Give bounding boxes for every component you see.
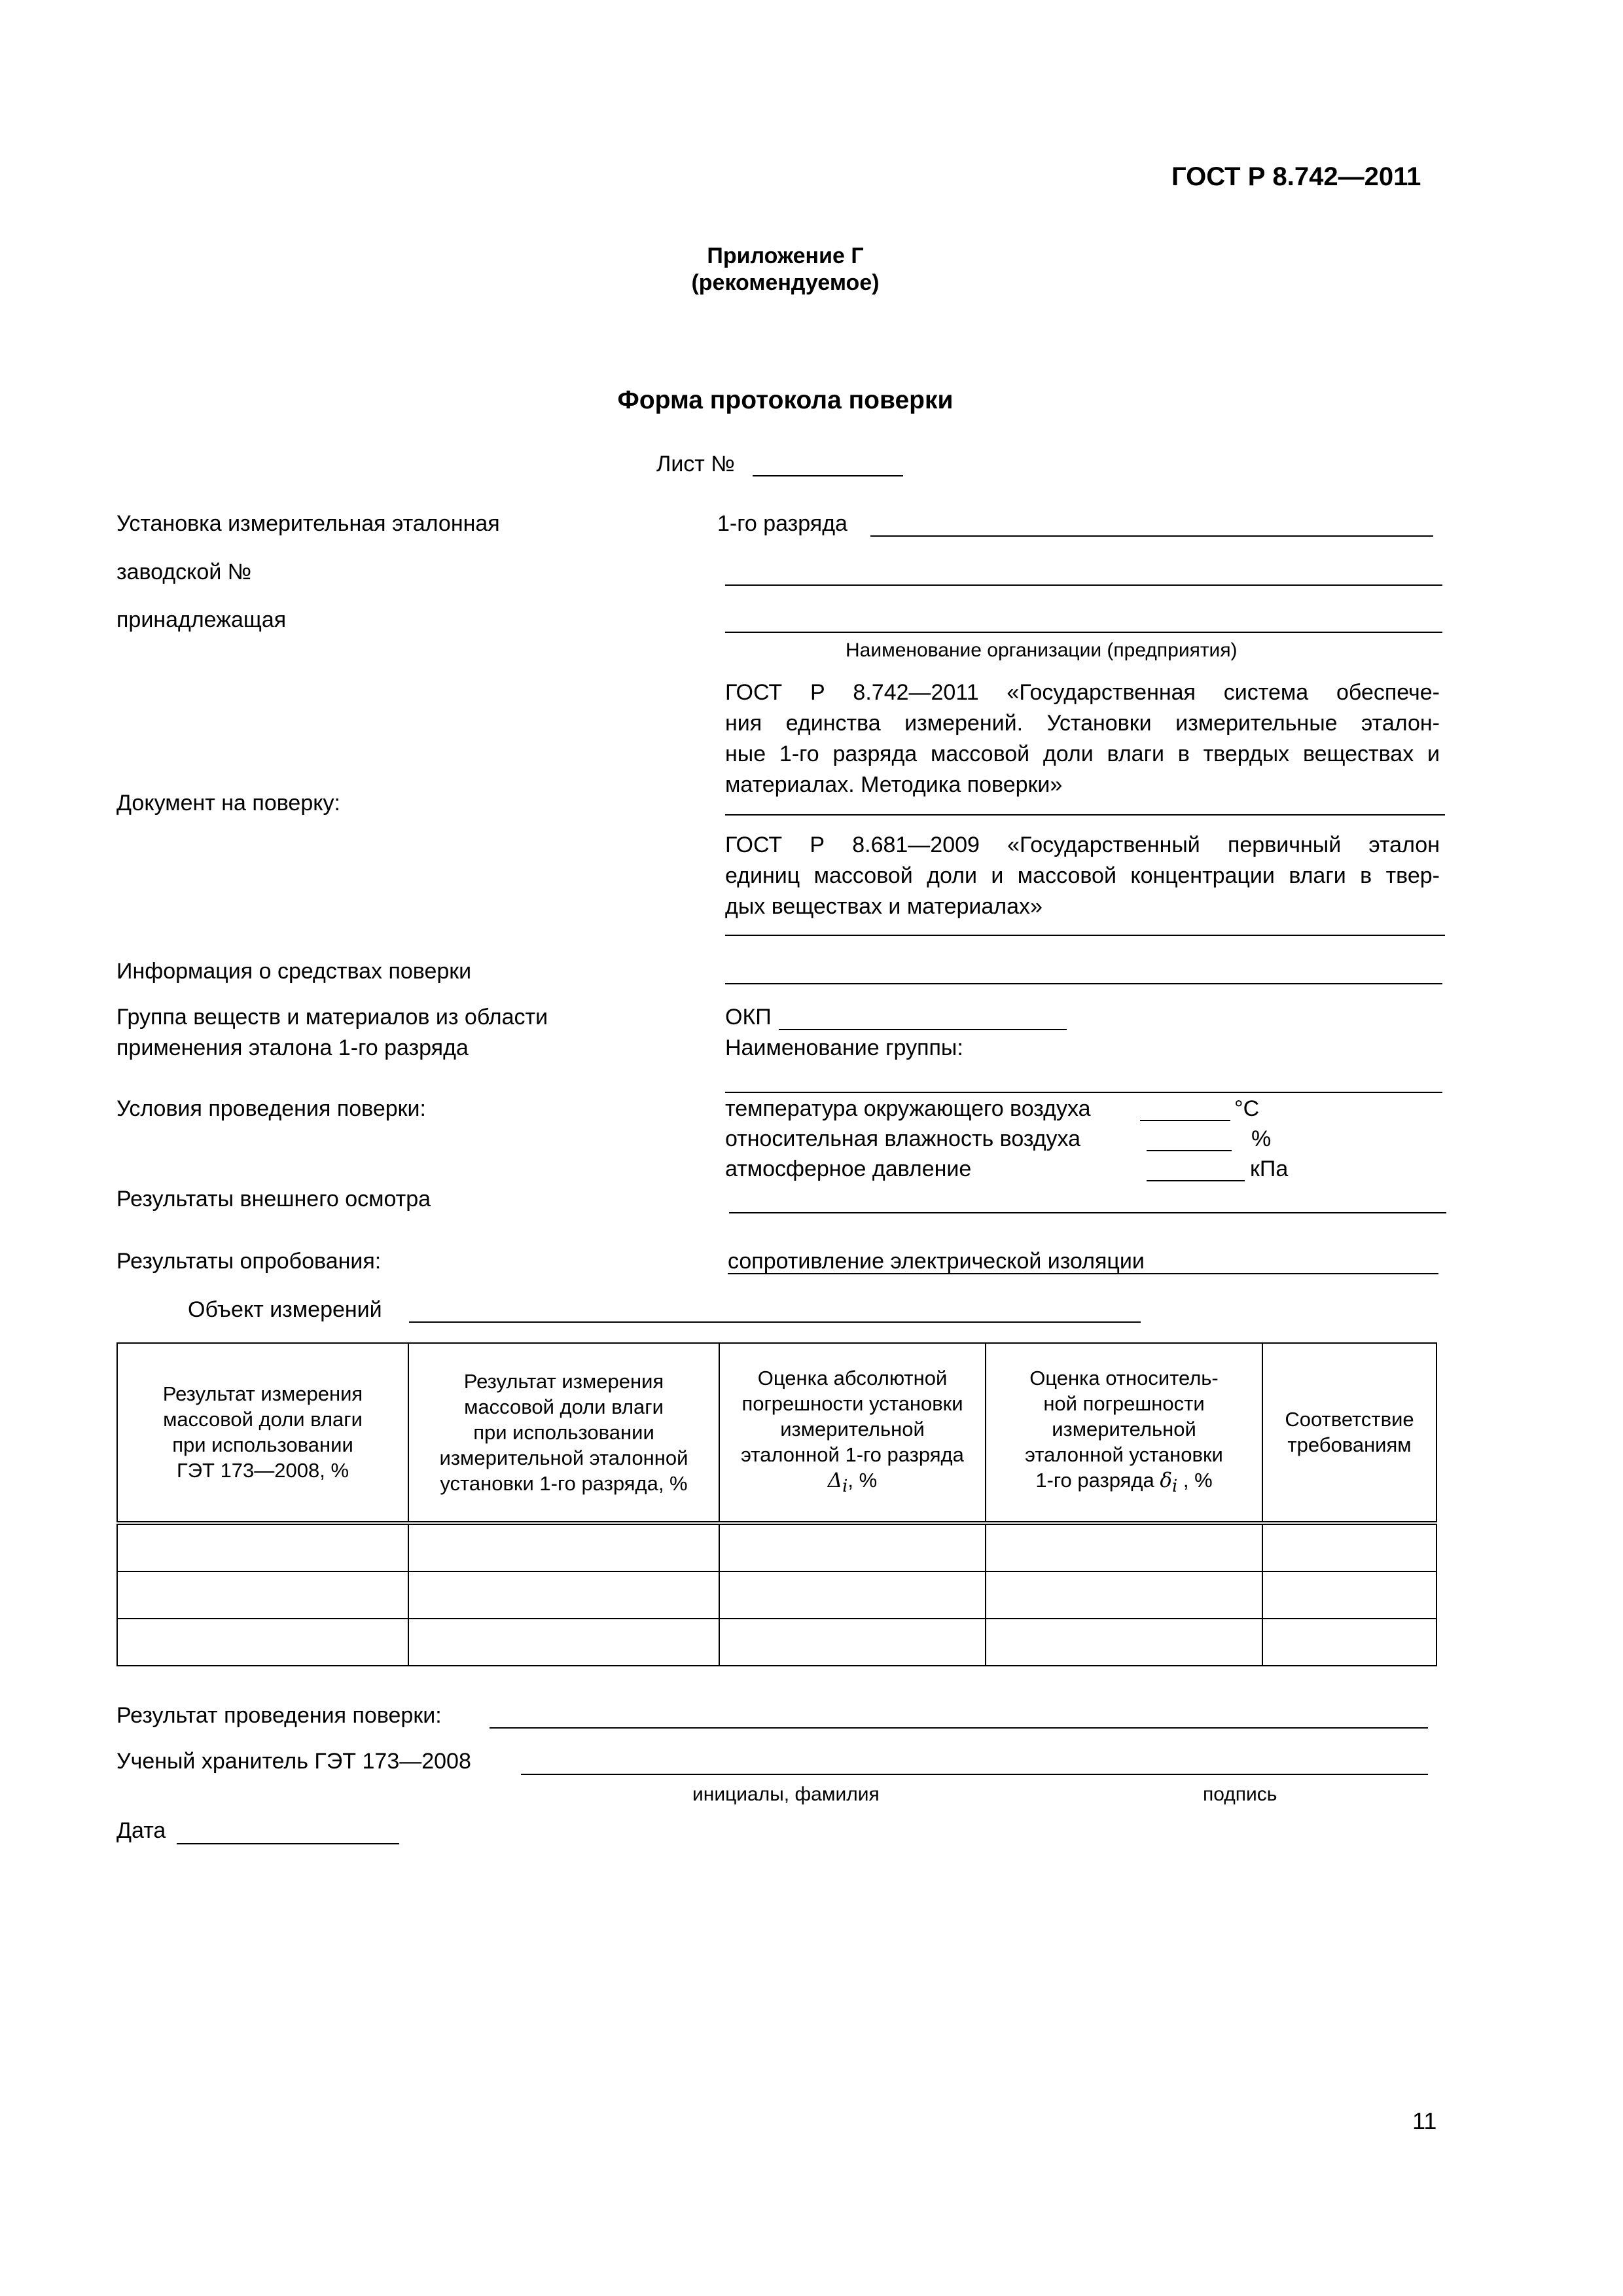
header-line: Результат измерения: [463, 1369, 664, 1393]
grade-field[interactable]: [870, 535, 1433, 537]
header-line: Оценка относитель-: [1029, 1366, 1219, 1390]
sheet-number-field[interactable]: [753, 475, 903, 476]
okp-label: ОКП: [725, 1005, 772, 1030]
keeper-label: Ученый хранитель ГЭТ 173—2008: [116, 1749, 471, 1774]
result-label: Результат проведения поверки:: [116, 1703, 442, 1728]
header-line: Результат измерения: [162, 1382, 363, 1406]
initials-caption: инициалы, фамилия: [692, 1784, 880, 1805]
header-cell-absolute-error: [719, 1343, 986, 1523]
measurement-table: [116, 1342, 1437, 1666]
org-caption: Наименование организации (предприятия): [846, 639, 1238, 661]
owner-field[interactable]: [725, 632, 1442, 633]
appendix-status: (рекомендуемое): [691, 270, 880, 295]
object-label: Объект измерений: [188, 1297, 382, 1322]
header-cell-compliance: [1262, 1343, 1436, 1523]
document1-field-line: [725, 814, 1445, 816]
header-line: измерительной эталонной: [439, 1446, 688, 1469]
header-line: массовой доли влаги: [163, 1408, 363, 1431]
object-field[interactable]: [409, 1321, 1141, 1323]
header-line: ГЭТ 173—2008, %: [176, 1459, 349, 1482]
document2-line: ГОСТ Р 8.681—2009 «Государственный первичный эталон: [725, 833, 1440, 857]
group-label-line2: применения эталона 1-го разряда: [116, 1035, 469, 1060]
testing-field[interactable]: [728, 1273, 1438, 1274]
info-label: Информация о средствах поверки: [116, 959, 472, 984]
group-name-label: Наименование группы:: [725, 1035, 963, 1060]
header-line: Соответствие: [1285, 1408, 1414, 1431]
appendix-title: Приложение Г: [707, 243, 864, 268]
table-cell[interactable]: [117, 1619, 408, 1666]
group-label-line1: Группа веществ и материалов из области: [116, 1005, 548, 1030]
header-line: измерительной: [780, 1417, 925, 1441]
rel-prefix: 1-го разряда: [1035, 1468, 1160, 1492]
inspection-field[interactable]: [729, 1212, 1446, 1213]
table-row: [117, 1619, 1436, 1666]
header-line: установки 1-го разряда, %: [440, 1471, 688, 1495]
header-line: требованиям: [1287, 1433, 1412, 1457]
document1-text: [725, 677, 1440, 800]
table-cell[interactable]: [1262, 1571, 1436, 1619]
table-cell[interactable]: [408, 1523, 719, 1571]
testing-value: сопротивление электрической изоляции: [728, 1249, 1145, 1274]
header-line: погрешности установки: [741, 1391, 963, 1415]
document1-line: материалах. Методика поверки»: [725, 772, 1063, 797]
header-cell-installation-result: [408, 1343, 719, 1523]
header-line: [720, 1467, 985, 1499]
table-cell[interactable]: [719, 1619, 986, 1666]
table-cell[interactable]: [1262, 1619, 1436, 1666]
table-cell[interactable]: [117, 1571, 408, 1619]
temperature-unit: °С: [1234, 1096, 1260, 1121]
header-line: ной погрешности: [1043, 1391, 1205, 1415]
grade-label: 1-го разряда: [717, 511, 847, 536]
table-cell[interactable]: [986, 1523, 1262, 1571]
header-cell-get-result: [117, 1343, 408, 1523]
pressure-unit: кПа: [1250, 1157, 1289, 1181]
standard-code: ГОСТ Р 8.742—2011: [1171, 162, 1421, 191]
document2-line: единиц массовой доли и массовой концентрации влаги в твер-: [725, 863, 1440, 888]
table-row: [117, 1523, 1436, 1571]
table-cell[interactable]: [719, 1523, 986, 1571]
table-cell[interactable]: [1262, 1523, 1436, 1571]
temperature-label: температура окружающего воздуха: [725, 1096, 1091, 1121]
header-line: при использовании: [172, 1433, 353, 1457]
humidity-unit: %: [1251, 1126, 1272, 1151]
table-row: [117, 1571, 1436, 1619]
document1-line: ГОСТ Р 8.742—2011 «Государственная система обеспече-: [725, 680, 1440, 705]
header-line: эталонной 1-го разряда: [741, 1443, 964, 1466]
info-field[interactable]: [725, 983, 1442, 984]
pressure-field[interactable]: [1147, 1180, 1245, 1181]
pressure-label: атмосферное давление: [725, 1157, 972, 1181]
group-name-field[interactable]: [725, 1092, 1442, 1093]
conditions-label: Условия проведения поверки:: [116, 1096, 426, 1121]
table-cell[interactable]: [408, 1571, 719, 1619]
small-delta-subscript: i: [1172, 1476, 1178, 1496]
okp-field[interactable]: [779, 1029, 1067, 1030]
document2-line: дых веществах и материалах»: [725, 894, 1043, 919]
table-cell[interactable]: [986, 1619, 1262, 1666]
humidity-field[interactable]: [1147, 1150, 1232, 1151]
header-line: [986, 1467, 1262, 1499]
table-cell[interactable]: [408, 1619, 719, 1666]
table-cell[interactable]: [986, 1571, 1262, 1619]
header-line: Оценка абсолютной: [757, 1366, 948, 1390]
testing-label: Результаты опробования:: [116, 1249, 382, 1274]
table-cell[interactable]: [719, 1571, 986, 1619]
installation-label: Установка измерительная эталонная: [116, 511, 500, 536]
serial-label: заводской №: [116, 560, 252, 584]
result-field[interactable]: [490, 1727, 1428, 1729]
document2-text: [725, 830, 1440, 922]
header-cell-relative-error: [986, 1343, 1262, 1523]
date-label: Дата: [116, 1818, 166, 1843]
page-number: 11: [1412, 2108, 1437, 2134]
document-label: Документ на поверку:: [116, 791, 340, 816]
form-title: Форма протокола поверки: [617, 386, 954, 414]
header-line: при использовании: [473, 1420, 654, 1444]
header-line: массовой доли влаги: [464, 1395, 664, 1418]
table-cell[interactable]: [117, 1523, 408, 1571]
sheet-number-label: Лист №: [656, 452, 735, 476]
table-header-row: [117, 1343, 1436, 1523]
keeper-field[interactable]: [521, 1774, 1428, 1775]
date-field[interactable]: [177, 1843, 399, 1844]
inspection-label: Результаты внешнего осмотра: [116, 1187, 431, 1211]
delta-subscript: i: [842, 1476, 848, 1496]
small-delta-symbol: δ: [1160, 1468, 1172, 1492]
document1-line: ные 1-го разряда массовой доли влаги в твердых веществах и: [725, 742, 1440, 766]
document2-field-line: [725, 935, 1445, 936]
temperature-field[interactable]: [1140, 1120, 1230, 1121]
serial-field[interactable]: [725, 584, 1442, 586]
humidity-label: относительная влажность воздуха: [725, 1126, 1081, 1151]
header-line: эталонной установки: [1025, 1443, 1223, 1466]
owner-label: принадлежащая: [116, 607, 287, 632]
delta-symbol: Δ: [827, 1468, 843, 1492]
delta-suffix: , %: [847, 1468, 878, 1492]
rel-suffix: , %: [1177, 1468, 1213, 1492]
header-line: измерительной: [1052, 1417, 1196, 1441]
signature-caption: подпись: [1203, 1784, 1277, 1805]
document1-line: ния единства измерений. Установки измерительные эталон-: [725, 711, 1440, 736]
